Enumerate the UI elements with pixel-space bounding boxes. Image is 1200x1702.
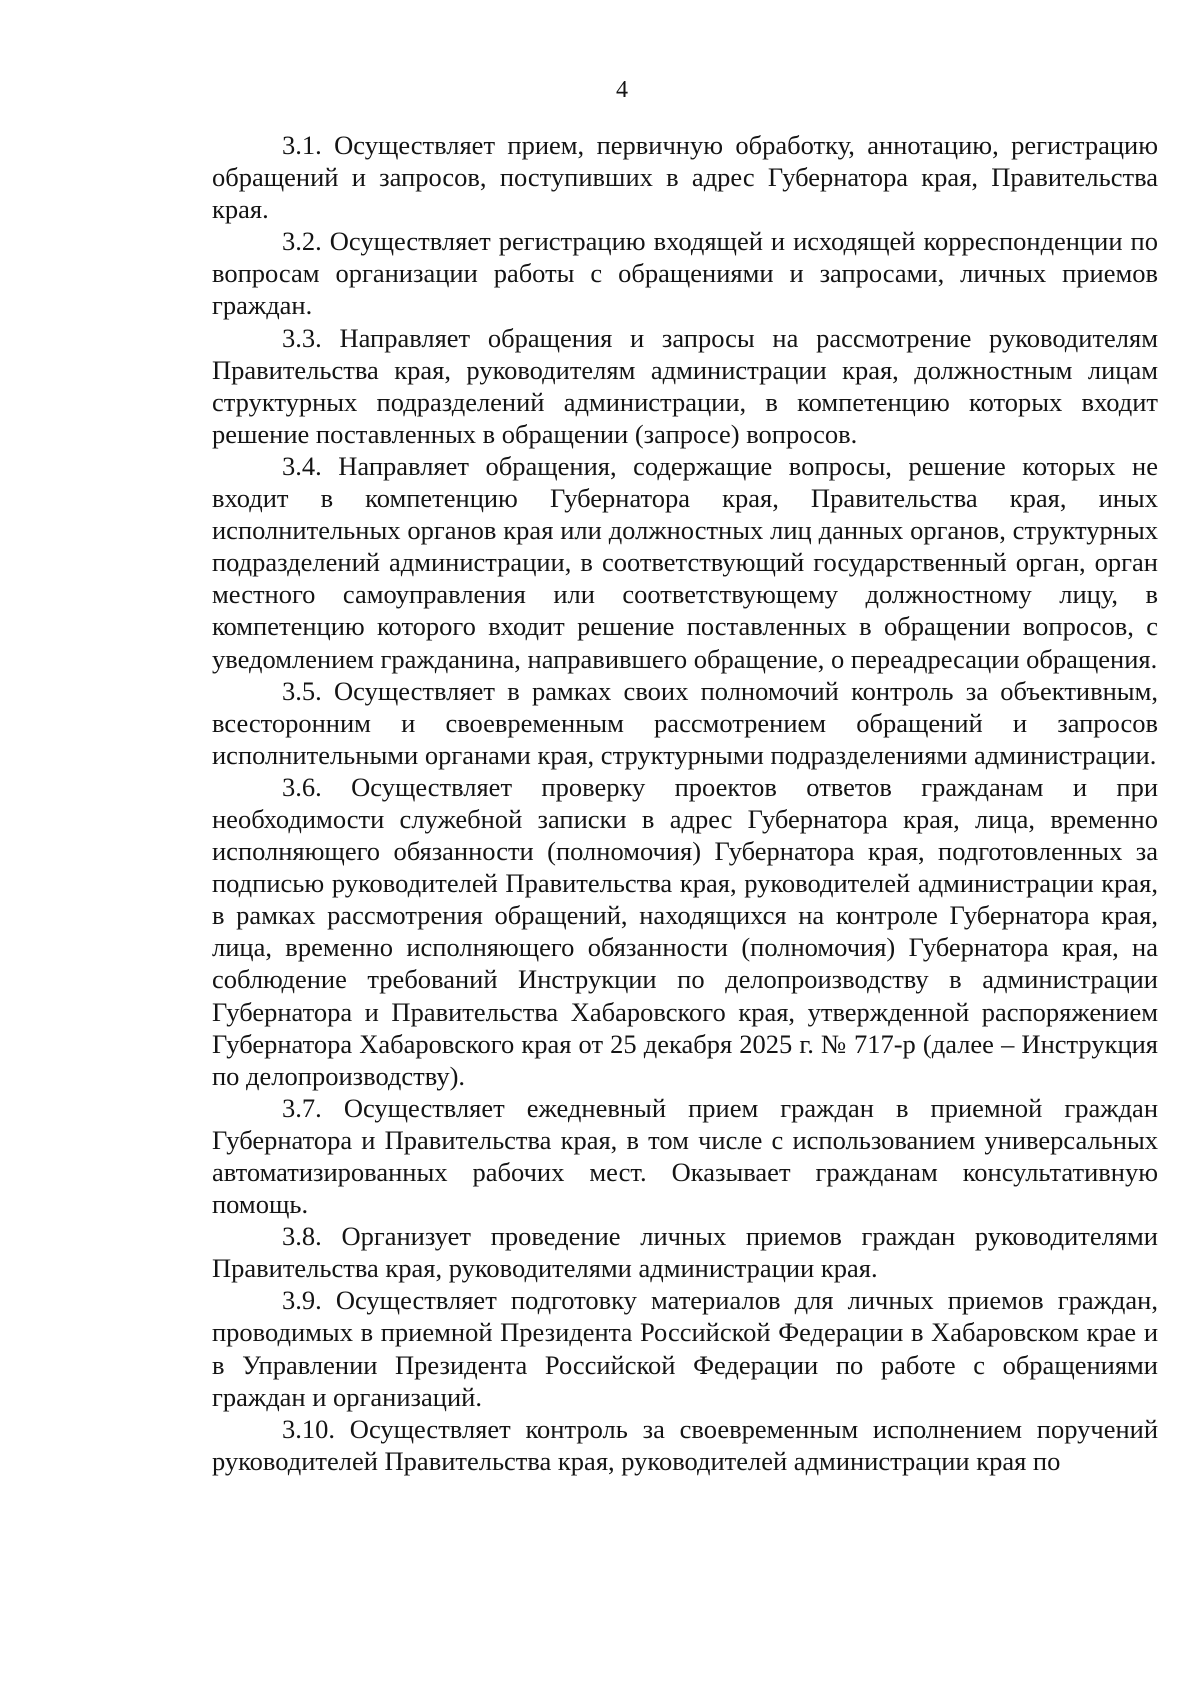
paragraph-3-10: 3.10. Осуществляет контроль за своевременным исполнением поручений руководителей Правительства края, руководителей администрации края по [212, 1413, 1158, 1476]
paragraph-3-6: 3.6. Осуществляет проверку проектов ответов гражданам и при необходимости служебной записки в адрес Губернатора края, лица, временно исполняющего обязанности (полномочия) Губернатора края, подготовленных за подписью руководителей Правительства края, руководителей администрации края, в рамках рассмотрения обращений, находящихся на контроле Губернатора края, лица, временно исполняющего обязанности (полномочия) Губернатора края, на соблюдение требований Инструкции по делопроизводству в администрации Губернатора и Правительства Хабаровского края, утвержденной распоряжением Губернатора Хабаровского края от 25 декабря 2025 г. № 717-р (далее – Инструкция по делопроизводству). [212, 771, 1158, 1091]
paragraph-3-2: 3.2. Осуществляет регистрацию входящей и исходящей корреспонденции по вопросам организации работы с обращениями и запросами, личных приемов граждан. [212, 226, 1158, 321]
paragraph-3-3: 3.3. Направляет обращения и запросы на рассмотрение руководителям Правительства края, руководителям администрации края, должностным лицам структурных подразделений администрации, в компетенцию которых входит решение поставленных в обращении (запросе) вопросов. [212, 322, 1158, 449]
page-number: 4 [616, 77, 628, 103]
document-body [212, 129, 1158, 1477]
paragraph-3-1: 3.1. Осуществляет прием, первичную обработку, аннотацию, регистрацию обращений и запросов, поступивших в адрес Губернатора края, Правительства края. [212, 130, 1158, 225]
paragraph-3-8: 3.8. Организует проведение личных приемов граждан руководителями Правительства края, руководителями администрации края. [212, 1221, 1158, 1284]
paragraph-3-5: 3.5. Осуществляет в рамках своих полномочий контроль за объективным, всесторонним и своевременным рассмотрением обращений и запросов исполнительными органами края, структурными подразделениями администрации. [212, 675, 1158, 770]
paragraph-3-4: 3.4. Направляет обращения, содержащие вопросы, решение которых не входит в компетенцию Губернатора края, Правительства края, иных исполнительных органов края или должностных лиц данных органов, структурных подразделений администрации, в соответствующий государственный орган, орган местного самоуправления или соответствующему должностному лицу, в компетенцию которого входит решение поставленных в обращении вопросов, с уведомлением гражданина, направившего обращение, о переадресации обращения. [212, 450, 1158, 674]
paragraph-3-7: 3.7. Осуществляет ежедневный прием граждан в приемной граждан Губернатора и Правительства края, в том числе с использованием универсальных автоматизированных рабочих мест. Оказывает гражданам консультативную помощь. [212, 1092, 1158, 1220]
paragraph-3-9: 3.9. Осуществляет подготовку материалов для личных приемов граждан, проводимых в приемной Президента Российской Федерации в Хабаровском крае и в Управлении Президента Российской Федерации по работе с обращениями граждан и организаций. [212, 1285, 1158, 1412]
